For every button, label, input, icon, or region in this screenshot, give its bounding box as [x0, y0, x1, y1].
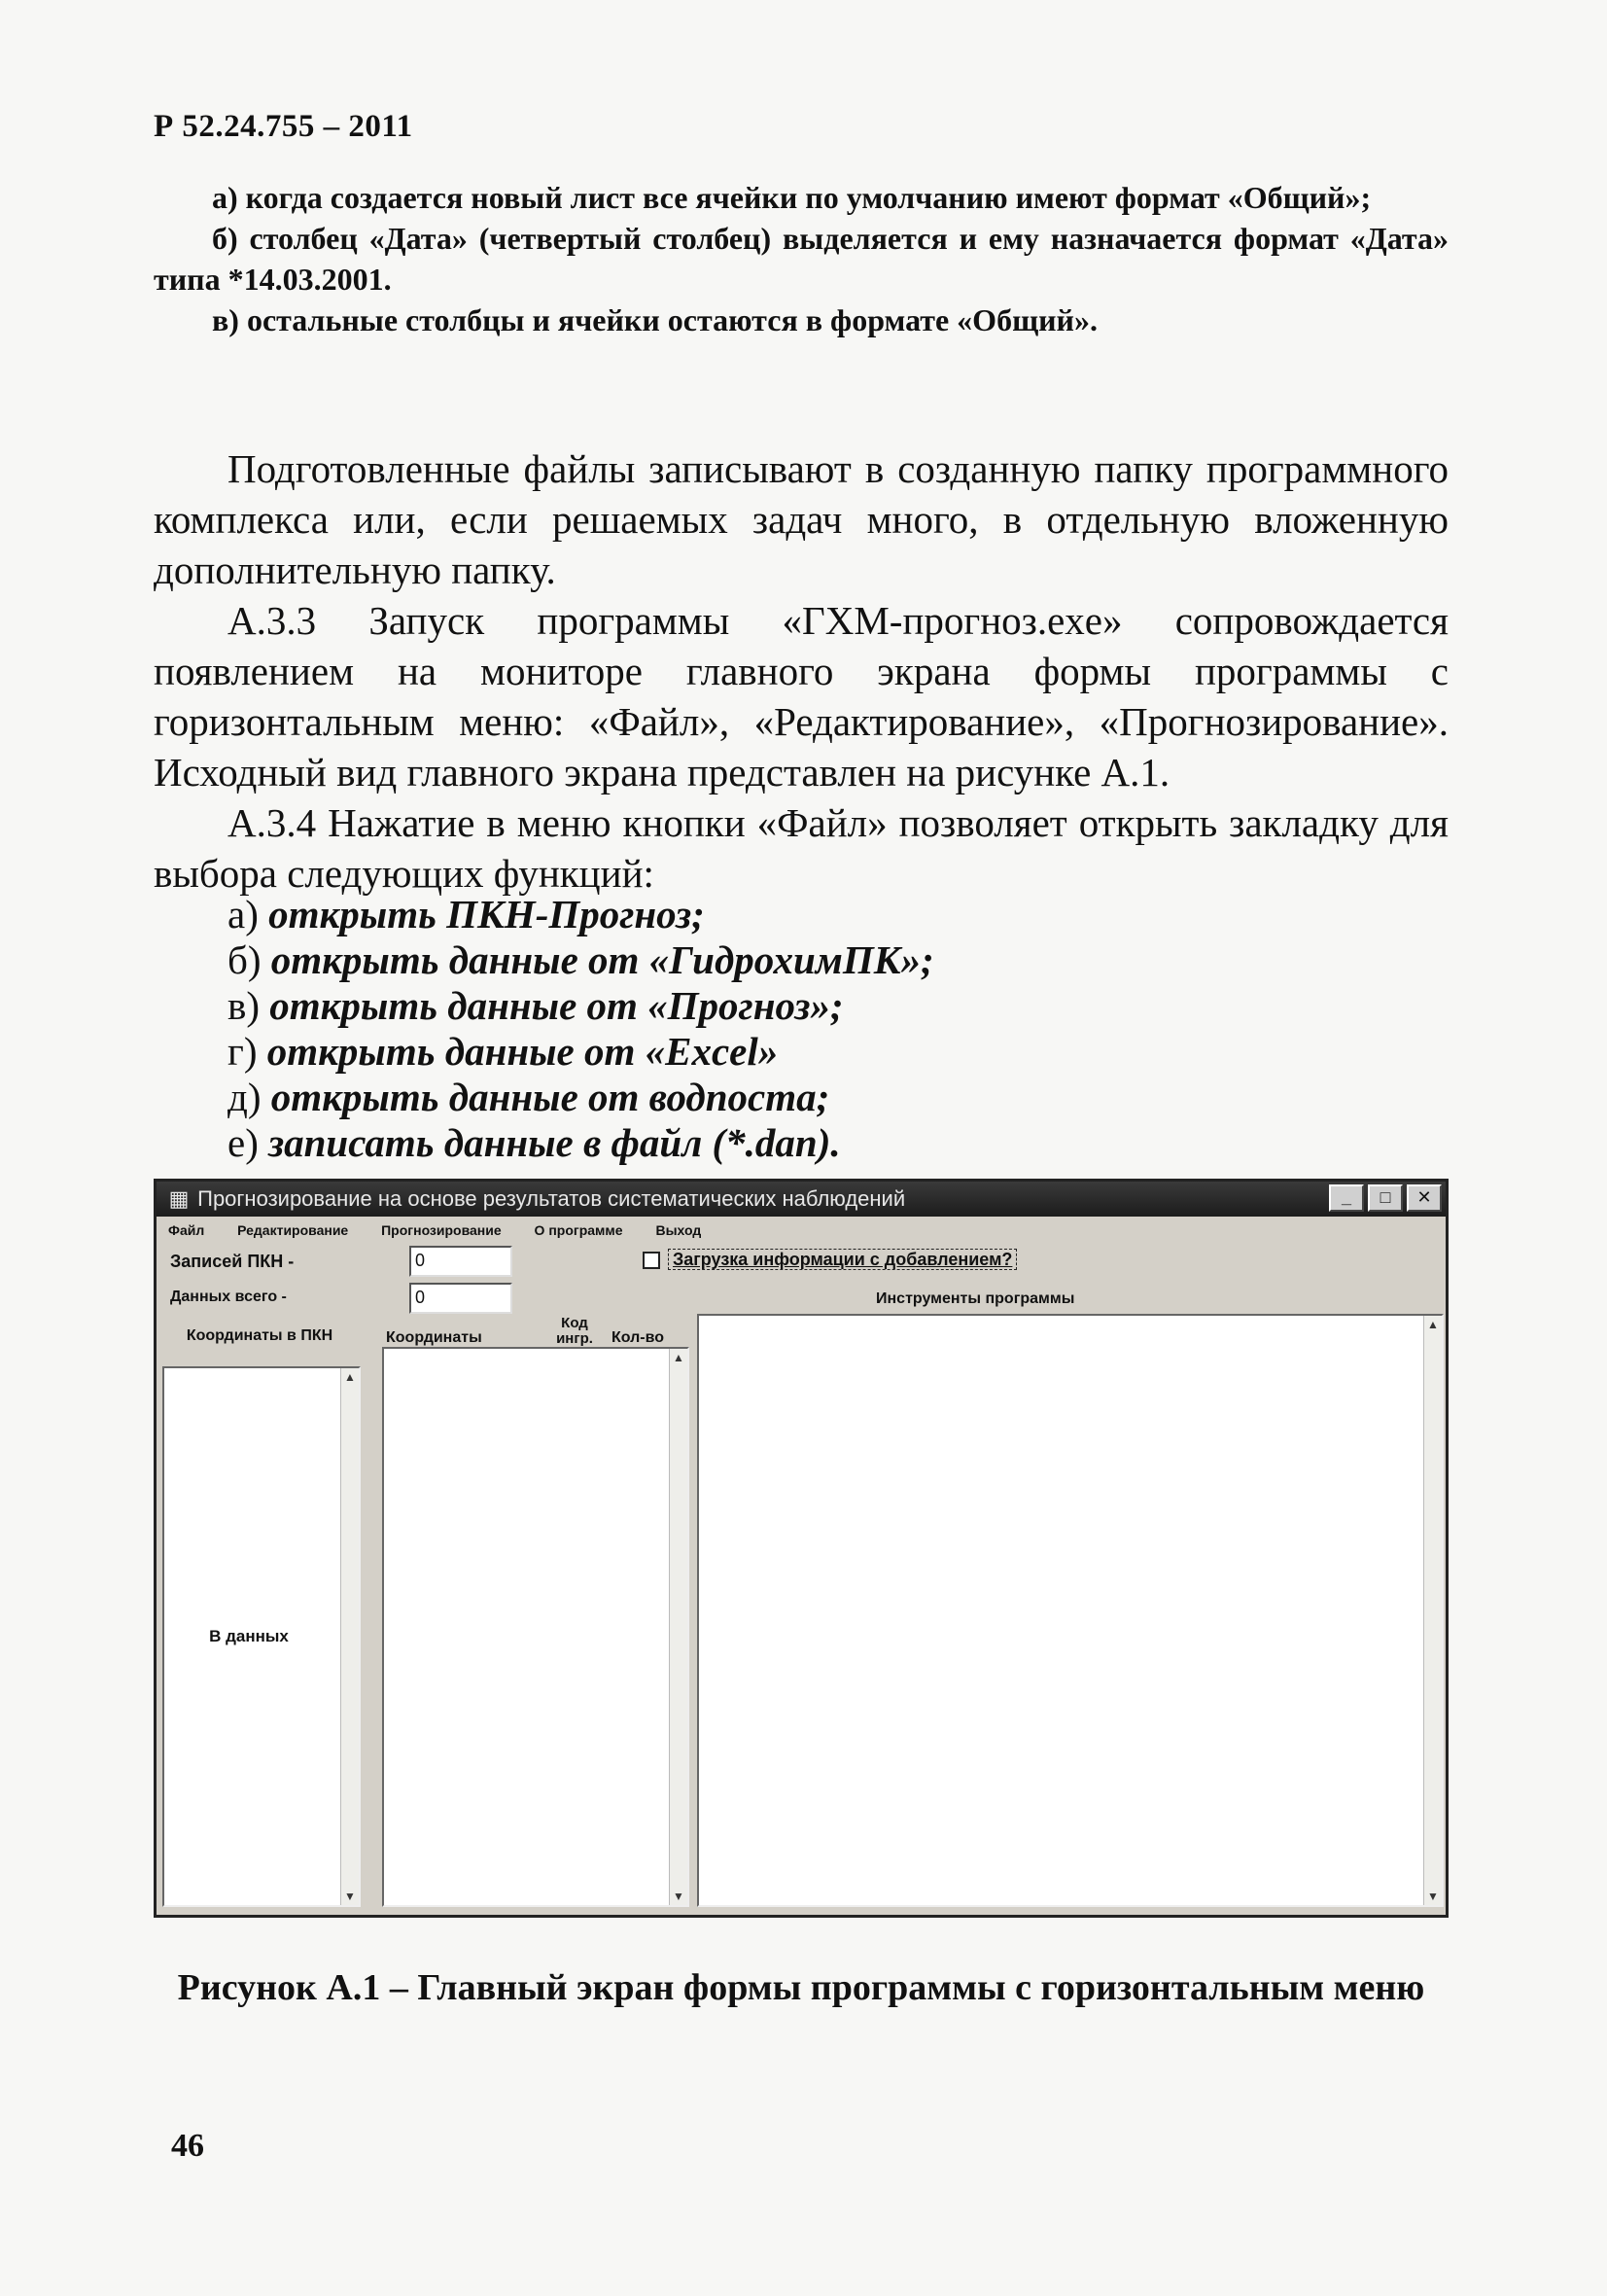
column-coords: Координаты — [386, 1329, 482, 1346]
window-controls — [1329, 1184, 1442, 1212]
records-label: Записей ПКН - — [170, 1252, 295, 1271]
scroll-down-icon[interactable]: ▼ — [673, 1890, 684, 1903]
paragraph-a33: А.3.3 Запуск программы «ГХМ-прогноз.exe» сопровождается появлением на мониторе главного экрана формы программы с горизонтальным меню: «Файл», «Редактирование», «Прогнозирование». Исходный вид главного экрана представлен на рисунке А.1. — [154, 598, 1449, 795]
function-item: е) записать данные в файл (*.dan). — [227, 1120, 841, 1165]
maximize-icon[interactable]: □ — [1368, 1184, 1403, 1212]
menu-exit[interactable]: Выход — [655, 1222, 702, 1238]
column-qty: Кол-во — [611, 1329, 665, 1346]
menu-file[interactable]: Файл — [168, 1222, 205, 1238]
data-label: Данных всего - — [170, 1289, 287, 1305]
window-titlebar — [157, 1182, 1446, 1217]
format-list — [154, 177, 1449, 340]
page-number: 46 — [171, 2128, 204, 2164]
function-item: г) открыть данные от «Excel» — [227, 1029, 779, 1074]
scrollbar[interactable] — [1423, 1316, 1442, 1905]
function-item: в) открыть данные от «Прогноз»; — [227, 983, 844, 1028]
data-field[interactable]: 0 — [409, 1283, 512, 1314]
column-code: Код ингр. — [556, 1315, 593, 1347]
scrollbar[interactable] — [669, 1349, 687, 1905]
coords-list[interactable] — [382, 1347, 689, 1907]
function-list — [154, 892, 1449, 1166]
instruments-label: Инструменты программы — [876, 1290, 1075, 1307]
records-field[interactable]: 0 — [409, 1246, 512, 1277]
instruments-panel[interactable] — [697, 1314, 1444, 1907]
figure-caption: Рисунок А.1 – Главный экран формы программы с горизонтальным меню — [177, 1967, 1425, 2008]
scroll-up-icon[interactable]: ▲ — [673, 1351, 684, 1364]
window-title: Прогнозирование на основе результатов систематических наблюдений — [197, 1186, 906, 1211]
scrollbar[interactable] — [340, 1368, 359, 1905]
checkbox-icon[interactable] — [643, 1252, 660, 1269]
app-icon: ▦ — [168, 1186, 190, 1211]
column-coords-pkn: Координаты в ПКН — [186, 1327, 333, 1344]
function-item: а) открыть ПКН-Прогноз; — [227, 892, 705, 936]
body-text — [154, 443, 1449, 899]
menu-edit[interactable]: Редактирование — [237, 1222, 349, 1238]
menu-bar — [157, 1219, 1446, 1242]
format-item-b: б) столбец «Дата» (четвертый столбец) выделяется и ему назначается формат «Дата» типа *14.03.2001. — [154, 221, 1449, 297]
close-icon[interactable]: ✕ — [1407, 1184, 1442, 1212]
program-screenshot — [154, 1179, 1449, 1918]
paragraph-prepared-files: Подготовленные файлы записывают в созданную папку программного комплекса или, если решаемых задач много, в отдельную вложенную дополнительную папку. — [154, 446, 1449, 592]
document-header: Р 52.24.755 – 2011 — [154, 109, 413, 144]
append-checkbox-label: Загрузка информации с добавлением? — [668, 1249, 1017, 1270]
scroll-down-icon[interactable]: ▼ — [1427, 1890, 1439, 1903]
in-data-label: В данных — [209, 1627, 289, 1645]
append-checkbox[interactable] — [643, 1250, 1017, 1270]
function-item: д) открыть данные от водпоста; — [227, 1075, 830, 1119]
menu-forecast[interactable]: Прогнозирование — [381, 1222, 502, 1238]
scroll-down-icon[interactable]: ▼ — [344, 1890, 356, 1903]
format-item-a: а) когда создается новый лист все ячейки по умолчанию имеют формат «Общий»; — [212, 180, 1372, 215]
paragraph-a34: А.3.4 Нажатие в меню кнопки «Файл» позволяет открыть закладку для выбора следующих функций: — [154, 800, 1449, 896]
format-item-c: в) остальные столбцы и ячейки остаются в формате «Общий». — [212, 302, 1098, 337]
menu-about[interactable]: О программе — [534, 1222, 623, 1238]
scroll-up-icon[interactable]: ▲ — [344, 1370, 356, 1384]
function-item: б) открыть данные от «ГидрохимПК»; — [227, 937, 934, 982]
minimize-icon[interactable]: _ — [1329, 1184, 1364, 1212]
scroll-up-icon[interactable]: ▲ — [1427, 1318, 1439, 1331]
